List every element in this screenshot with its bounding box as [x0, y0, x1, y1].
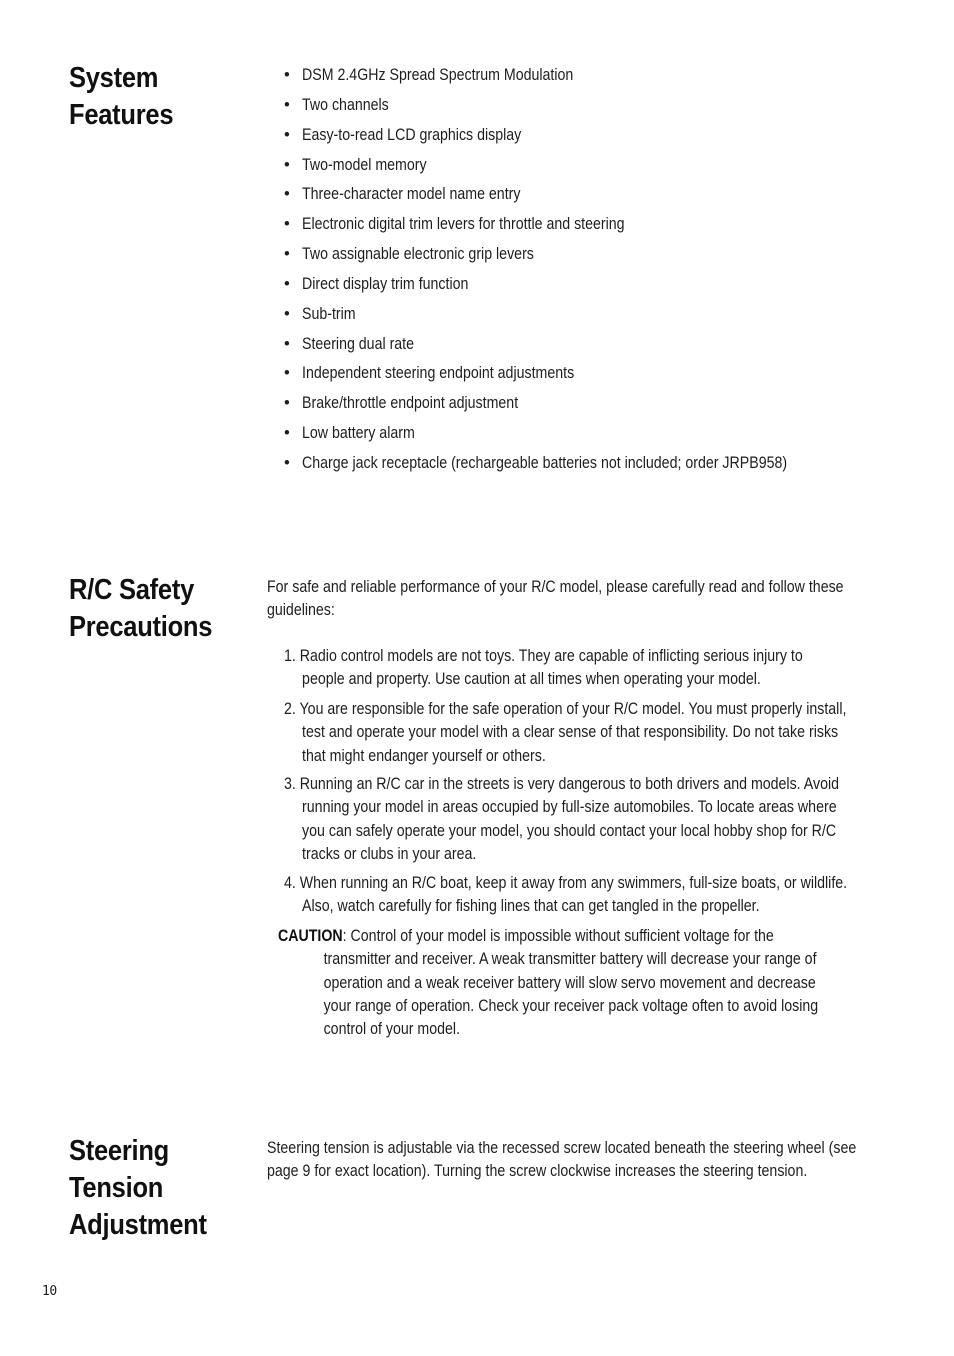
bullet-icon: •: [284, 95, 290, 114]
feature-text: Direct display trim function: [302, 274, 469, 293]
caution-line: your range of operation. Check your receiver pack voltage often to avoid losing: [323, 996, 819, 1015]
bullet-icon: •: [284, 334, 290, 353]
bullet-icon: •: [284, 155, 290, 174]
feature-text: Low battery alarm: [302, 424, 415, 443]
bullet-icon: •: [284, 394, 290, 413]
system-features-heading: [69, 60, 173, 134]
safety-item-line: 1. Radio control models are not toys. They are capable of inflicting serious injury to: [284, 647, 803, 665]
feature-text: Electronic digital trim levers for throttle and steering: [302, 215, 625, 234]
page-number: 10: [42, 1284, 57, 1299]
safety-item-line: 3. Running an R/C car in the streets is very dangerous to both drivers and models. Avoid: [284, 775, 840, 793]
safety-item-line: test and operate your model with a clear sense of that responsibility. Do not take risks: [302, 723, 839, 742]
bullet-icon: •: [284, 424, 290, 443]
safety-item-line: 2. You are responsible for the safe operation of your R/C model. You must properly install,: [284, 700, 847, 718]
bullet-icon: •: [284, 215, 290, 234]
heading-line: R/C Safety: [69, 574, 195, 606]
bullet-icon: •: [284, 304, 290, 323]
feature-text: Independent steering endpoint adjustments: [302, 364, 575, 383]
feature-text: Two-model memory: [302, 155, 427, 174]
safety-item: [284, 645, 803, 692]
safety-item-line: that might endanger yourself or others.: [302, 746, 546, 765]
bullet-icon: •: [284, 364, 290, 383]
safety-item: [284, 872, 847, 919]
heading-line: Tension: [69, 1172, 164, 1204]
safety-item: [284, 698, 846, 768]
steering-line: page 9 for exact location). Turning the screw clockwise increases the steering tension.: [267, 1162, 808, 1181]
safety-item-line: people and property. Use caution at all times when operating your model.: [302, 670, 761, 689]
feature-text: Brake/throttle endpoint adjustment: [302, 394, 519, 413]
steering-line: Steering tension is adjustable via the recessed screw located beneath the steering wheel (see: [267, 1139, 857, 1157]
feature-text: Three-character model name entry: [302, 185, 521, 204]
bullet-icon: •: [284, 245, 290, 264]
heading-line: Precautions: [69, 611, 213, 643]
safety-item-line: 4. When running an R/C boat, keep it away from any swimmers, full-size boats, or wildlife.: [284, 874, 848, 892]
steering-paragraph: [267, 1137, 856, 1184]
intro-line: guidelines:: [267, 601, 335, 619]
bullet-icon: •: [284, 66, 290, 84]
intro-line: For safe and reliable performance of your R/C model, please carefully read and follow these: [267, 578, 844, 596]
safety-item-line: you can safely operate your model, you should contact your local hobby shop for R/C: [302, 821, 837, 840]
caution-line: operation and a weak receiver battery will slow servo movement and decrease: [323, 973, 816, 992]
feature-text: Charge jack receptacle (rechargeable batteries not included; order JRPB958): [302, 453, 788, 472]
feature-text: Steering dual rate: [302, 334, 415, 353]
heading-line: Steering: [69, 1135, 170, 1167]
feature-text: Two assignable electronic grip levers: [302, 245, 534, 264]
safety-intro: [267, 576, 844, 622]
bullet-icon: •: [284, 185, 290, 204]
safety-item-line: Also, watch carefully for fishing lines that can get tangled in the propeller.: [302, 897, 760, 916]
caution-note: [278, 925, 818, 1041]
bullet-icon: •: [284, 274, 290, 293]
caution-label: CAUTION: [278, 927, 343, 945]
feature-text: Easy-to-read LCD graphics display: [302, 125, 522, 144]
heading-line: Features: [69, 99, 174, 131]
safety-item: [284, 773, 839, 866]
caution-line: control of your model.: [323, 1020, 461, 1039]
safety-heading: [69, 572, 212, 646]
safety-item-line: tracks or clubs in your area.: [302, 844, 477, 863]
feature-text: Sub-trim: [302, 304, 356, 323]
bullet-icon: •: [284, 125, 290, 144]
heading-line: Adjustment: [69, 1209, 207, 1241]
feature-text: DSM 2.4GHz Spread Spectrum Modulation: [302, 66, 574, 84]
heading-line: System: [69, 62, 159, 94]
safety-item-line: running your model in areas occupied by full-size automobiles. To locate areas where: [302, 798, 837, 817]
bullet-icon: •: [284, 453, 290, 472]
feature-text: Two channels: [302, 95, 389, 114]
caution-text: : Control of your model is impossible without sufficient voltage for the: [342, 927, 774, 945]
caution-line: transmitter and receiver. A weak transmitter battery will decrease your range of: [323, 950, 817, 969]
steering-heading: [69, 1133, 207, 1244]
